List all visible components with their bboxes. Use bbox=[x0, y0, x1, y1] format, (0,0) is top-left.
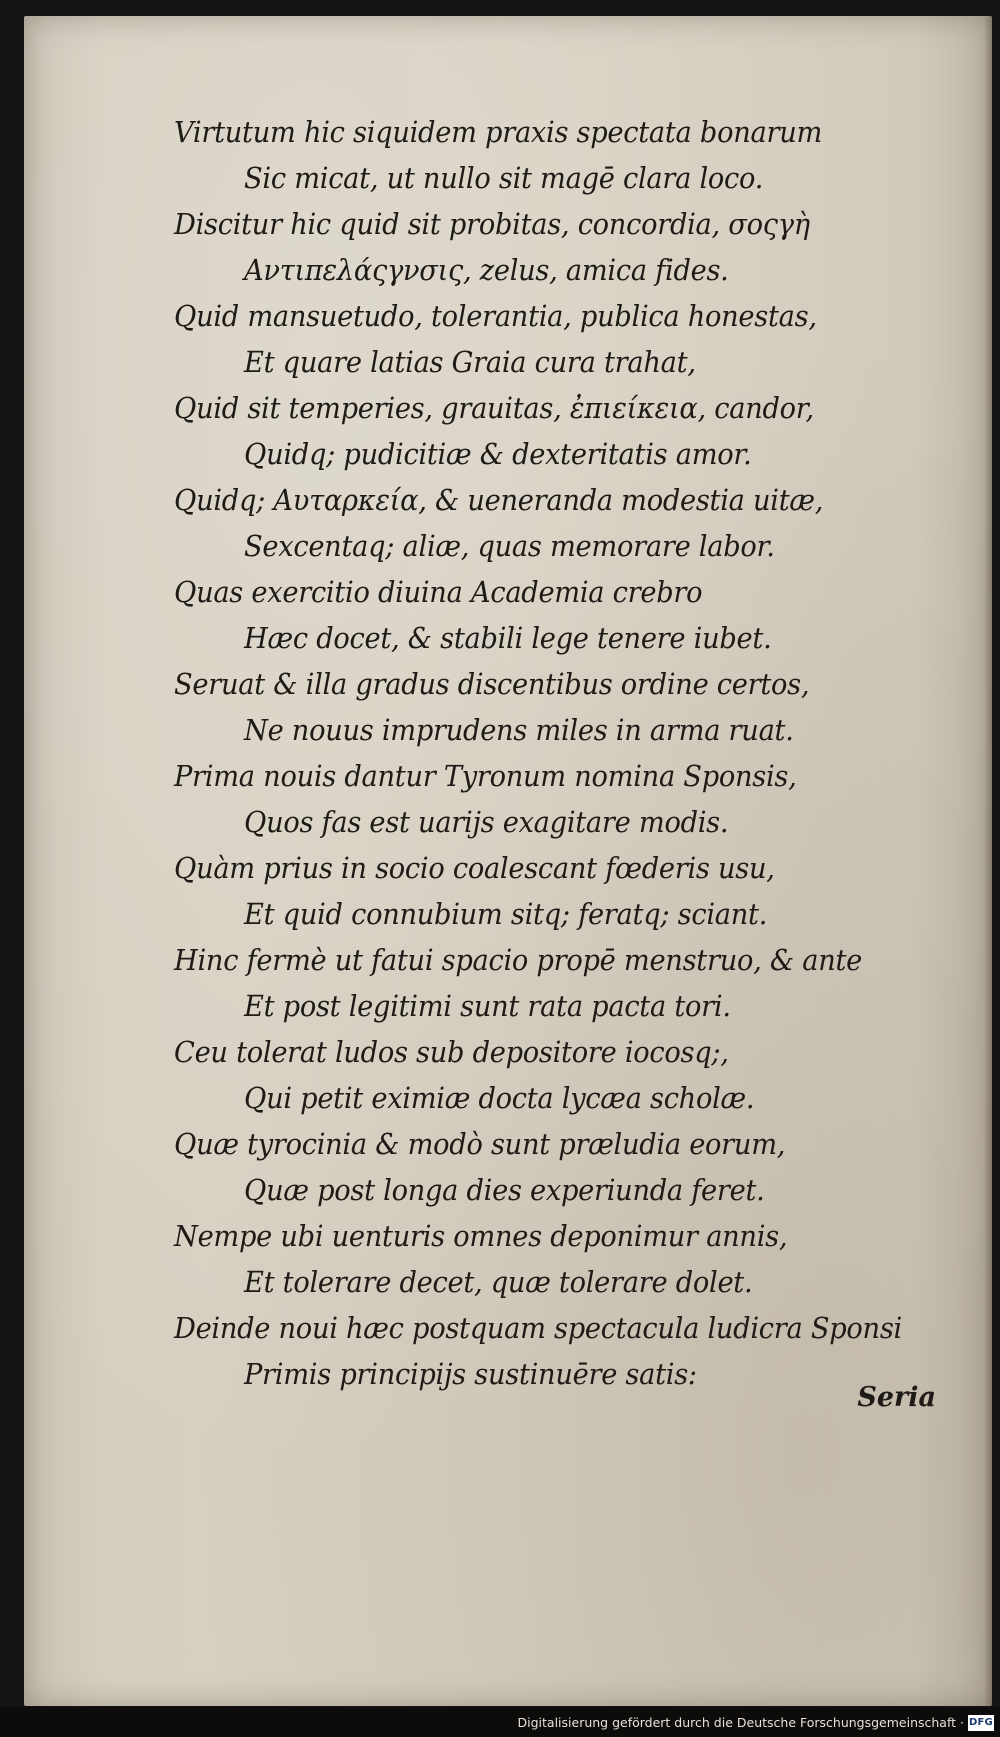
verse-line: Hinc fermè ut fatui spacio propē menstruo, & ante bbox=[174, 943, 863, 977]
poem-text bbox=[24, 16, 992, 1706]
verse-line: Sexcentaq; aliæ, quas memorare labor. bbox=[244, 529, 775, 563]
verse-line: Primis principijs sustinuēre satis: bbox=[244, 1357, 697, 1391]
verse-line: Deinde noui hæc postquam spectacula ludicra Sponsi bbox=[174, 1311, 902, 1345]
verse-line: Sic micat, ut nullo sit magē clara loco. bbox=[244, 161, 764, 195]
verse-line: Prima nouis dantur Tyronum nomina Sponsis, bbox=[174, 759, 797, 793]
verse-line: Et quid connubium sitq; feratq; sciant. bbox=[244, 897, 768, 931]
verse-line: Ceu tolerat ludos sub depositore iocosq;, bbox=[174, 1035, 729, 1069]
verse-line: Quas exercitio diuina Academia crebro bbox=[174, 575, 703, 609]
verse-line: Qui petit eximiæ docta lycæa scholæ. bbox=[244, 1081, 755, 1115]
verse-line: Hæc docet, & stabili lege tenere iubet. bbox=[244, 621, 772, 655]
verse-line: Seruat & illa gradus discentibus ordine certos, bbox=[174, 667, 810, 701]
verse-line: Quid mansuetudo, tolerantia, publica honestas, bbox=[174, 299, 817, 333]
verse-line: Et post legitimi sunt rata pacta tori. bbox=[244, 989, 731, 1023]
verse-line: Discitur hic quid sit probitas, concordia, σοςγὴ bbox=[174, 207, 810, 241]
verse-line: Et tolerare decet, quæ tolerare dolet. bbox=[244, 1265, 753, 1299]
verse-line: Ne nouus imprudens miles in arma ruat. bbox=[244, 713, 794, 747]
verse-line: Virtutum hic siquidem praxis spectata bonarum bbox=[174, 115, 823, 149]
verse-line: Quidq; pudicitiæ & dexteritatis amor. bbox=[244, 437, 752, 471]
catchword: Seria bbox=[857, 1382, 936, 1413]
verse-line: Quàm prius in socio coalescant fœderis usu, bbox=[174, 851, 775, 885]
verse-line: Et quare latias Graia cura trahat, bbox=[244, 345, 696, 379]
verse-line: Αντιπελάςγνσις, zelus, amica fides. bbox=[244, 253, 729, 287]
verse-line: Quos fas est uarijs exagitare modis. bbox=[244, 805, 729, 839]
verse-line: Quæ tyrocinia & modò sunt præludia eorum, bbox=[174, 1127, 786, 1161]
verse-line: Quid sit temperies, grauitas, ἐπιείκεια, candor, bbox=[174, 391, 814, 425]
dfg-logo: DFG bbox=[968, 1715, 994, 1731]
digitization-footer bbox=[0, 1707, 1000, 1737]
funding-credit: Digitalisierung gefördert durch die Deutsche Forschungsgemeinschaft · bbox=[517, 1715, 964, 1730]
verse-line: Quidq; Αυταρκεία, & ueneranda modestia uitæ, bbox=[174, 483, 824, 517]
verse-line: Quæ post longa dies experiunda feret. bbox=[244, 1173, 765, 1207]
verse-line: Nempe ubi uenturis omnes deponimur annis, bbox=[174, 1219, 788, 1253]
book-page bbox=[24, 16, 992, 1706]
